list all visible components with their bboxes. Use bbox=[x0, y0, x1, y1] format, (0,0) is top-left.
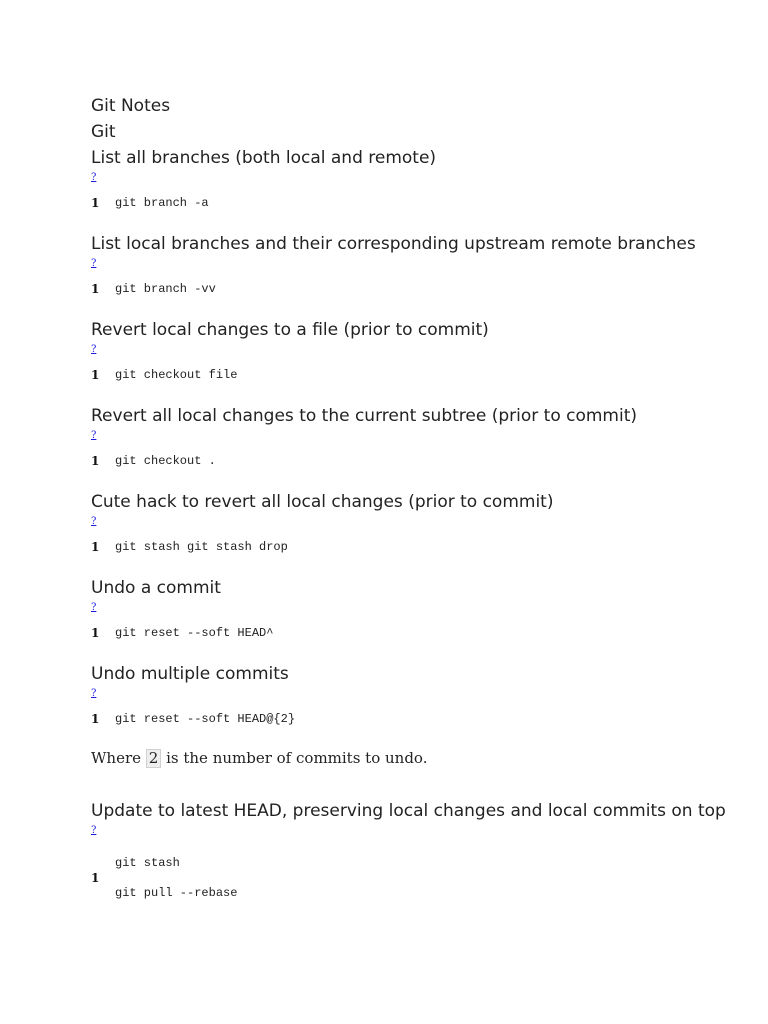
section-stash-hack bbox=[91, 489, 731, 555]
code-block bbox=[91, 539, 731, 555]
view-source-link[interactable]: ? bbox=[91, 602, 97, 613]
code-block bbox=[91, 367, 731, 383]
code-line: git checkout file bbox=[115, 368, 238, 382]
code-block bbox=[91, 195, 731, 211]
document-title: Git Notes bbox=[91, 96, 171, 116]
code-line: git checkout . bbox=[115, 454, 216, 468]
code-block bbox=[91, 281, 731, 297]
inline-code-number: 2 bbox=[146, 749, 162, 768]
line-number: 1 bbox=[91, 540, 100, 554]
note-prefix: Where bbox=[91, 749, 146, 767]
code-line: git stash bbox=[115, 856, 180, 870]
view-source-link[interactable]: ? bbox=[91, 825, 97, 836]
section-revert-subtree bbox=[91, 403, 731, 469]
section-heading: Undo a commit bbox=[91, 578, 221, 598]
code-line: git branch -a bbox=[115, 196, 209, 210]
code-line: git reset --soft HEAD^ bbox=[115, 626, 274, 640]
view-source-link[interactable]: ? bbox=[91, 688, 97, 699]
section-heading: Revert all local changes to the current subtree (prior to commit) bbox=[91, 406, 638, 426]
section-revert-file bbox=[91, 317, 731, 383]
section-heading: Undo multiple commits bbox=[91, 664, 289, 684]
section-heading: Revert local changes to a file (prior to commit) bbox=[91, 320, 489, 340]
code-block bbox=[91, 711, 731, 727]
note-paragraph bbox=[91, 747, 731, 769]
line-number: 1 bbox=[91, 712, 100, 726]
code-block bbox=[91, 848, 731, 908]
section-list-all-branches bbox=[91, 145, 731, 211]
document-page bbox=[91, 93, 731, 908]
line-number: 1 bbox=[91, 626, 100, 640]
view-source-link[interactable]: ? bbox=[91, 258, 97, 269]
section-undo-multiple-commits bbox=[91, 661, 731, 727]
code-line: git branch -vv bbox=[115, 282, 216, 296]
section-heading: List local branches and their corresponding upstream remote branches bbox=[91, 234, 696, 254]
line-number: 1 bbox=[91, 282, 100, 296]
code-line: git stash git stash drop bbox=[115, 540, 288, 554]
code-block bbox=[91, 453, 731, 469]
line-number: 1 bbox=[91, 196, 100, 210]
section-update-latest-head bbox=[91, 799, 731, 908]
view-source-link[interactable]: ? bbox=[91, 516, 97, 527]
section-undo-commit bbox=[91, 575, 731, 641]
section-heading: Update to latest HEAD, preserving local changes and local commits on top bbox=[91, 801, 726, 821]
section-heading: Cute hack to revert all local changes (prior to commit) bbox=[91, 492, 554, 512]
note-suffix: is the number of commits to undo. bbox=[161, 749, 428, 767]
code-block bbox=[91, 625, 731, 641]
view-source-link[interactable]: ? bbox=[91, 430, 97, 441]
section-list-local-branches bbox=[91, 231, 731, 297]
line-number: 1 bbox=[91, 871, 100, 885]
view-source-link[interactable]: ? bbox=[91, 172, 97, 183]
line-number: 1 bbox=[91, 368, 100, 382]
code-line: git pull --rebase bbox=[115, 886, 238, 900]
section-heading: List all branches (both local and remote) bbox=[91, 148, 437, 168]
code-lines bbox=[115, 848, 237, 908]
document-subtitle: Git bbox=[91, 122, 116, 142]
line-number: 1 bbox=[91, 454, 100, 468]
view-source-link[interactable]: ? bbox=[91, 344, 97, 355]
code-line: git reset --soft HEAD@{2} bbox=[115, 712, 296, 726]
